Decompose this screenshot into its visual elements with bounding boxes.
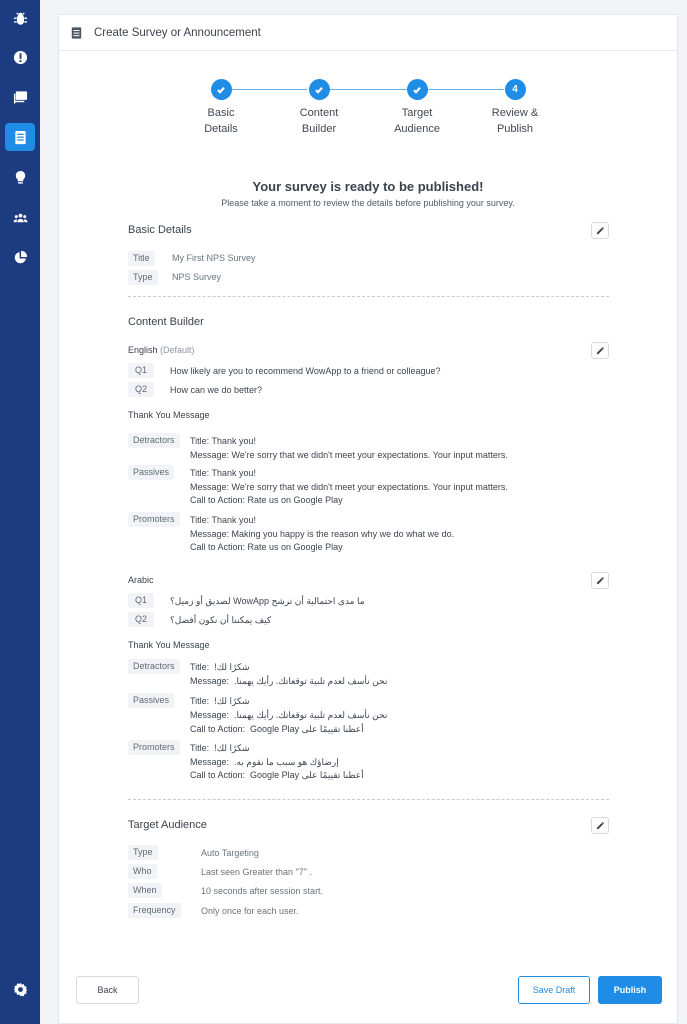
pie-chart-icon[interactable]	[5, 243, 35, 271]
message-line	[190, 696, 250, 707]
question-key: Q2	[128, 382, 154, 397]
detail-key: Type	[128, 270, 158, 285]
line-label: Message:	[190, 757, 230, 767]
page-title: Create Survey or Announcement	[94, 26, 261, 39]
audience-value: 10 seconds after session start.	[201, 886, 324, 896]
check-icon	[309, 79, 330, 100]
audience-value: Last seen Greater than "7" .	[201, 867, 312, 877]
pencil-icon	[596, 226, 605, 235]
line-label: Title:	[190, 743, 210, 753]
line-label: Message:	[190, 710, 230, 720]
publish-button[interactable]: Publish	[598, 976, 662, 1004]
message-line	[190, 724, 364, 735]
step-label: Review & Publish	[491, 107, 539, 135]
detail-value: My First NPS Survey	[172, 253, 256, 263]
survey-icon[interactable]	[5, 123, 35, 151]
message-line	[190, 676, 387, 687]
line-value: شكرًا لك!	[214, 696, 250, 706]
step-label: Basic Details	[204, 107, 238, 135]
segment-key: Detractors	[128, 433, 180, 448]
panel-header	[59, 15, 677, 51]
line-value: نحن نأسف لعدم تلبية توقعاتك. رأيك يهمنا.	[234, 710, 388, 720]
question-key: Q2	[128, 612, 154, 627]
segment-key: Detractors	[128, 659, 180, 674]
line-label: Call to Action:	[190, 724, 246, 734]
line-label: Title:	[190, 696, 210, 706]
target-audience-title: Target Audience	[128, 819, 207, 831]
survey-panel	[58, 14, 678, 1024]
review-heading: Your survey is ready to be published!	[252, 179, 484, 194]
thank-you-title: Thank You Message	[128, 640, 210, 650]
pencil-icon	[596, 346, 605, 355]
line-value: نحن نأسف لعدم تلبية توقعاتك. رأيك يهمنا.	[234, 676, 388, 686]
detail-key: Title	[128, 251, 155, 266]
users-icon[interactable]	[5, 203, 35, 231]
message-line	[190, 662, 250, 673]
section-divider	[128, 799, 609, 800]
segment-key: Passives	[128, 465, 174, 480]
audience-key: Who	[128, 864, 157, 879]
line-value: Google Play أعطنا تقييمًا على	[250, 724, 364, 734]
step-review-publish[interactable]	[475, 79, 555, 137]
content-builder-title: Content Builder	[128, 316, 204, 328]
question-text: How can we do better?	[170, 385, 263, 395]
edit-basic-details-button[interactable]	[591, 222, 609, 239]
default-note: (Default)	[160, 345, 195, 355]
segment-key: Promoters	[128, 512, 180, 527]
question-key: Q1	[128, 363, 154, 378]
line-value: Google Play أعطنا تقييمًا على	[250, 770, 364, 780]
question-key: Q1	[128, 593, 154, 608]
save-draft-button[interactable]: Save Draft	[518, 976, 590, 1004]
pencil-icon	[596, 821, 605, 830]
message-line	[190, 770, 364, 781]
line-value: شكرًا لك!	[214, 662, 250, 672]
step-label: Target Audience	[394, 107, 440, 135]
line-label: Call to Action:	[190, 770, 246, 780]
step-target-audience[interactable]	[377, 79, 457, 137]
audience-key: Type	[128, 845, 158, 860]
basic-details-title: Basic Details	[128, 224, 192, 236]
edit-arabic-content-button[interactable]	[591, 572, 609, 589]
segment-key: Promoters	[128, 740, 180, 755]
message-line: Message: We're sorry that we didn't meet your expectations. Your input matters.	[190, 450, 508, 460]
step-content-builder[interactable]	[279, 79, 359, 137]
message-line	[190, 757, 339, 768]
step-label: Content Builder	[299, 107, 339, 135]
language-english	[128, 345, 195, 355]
survey-icon	[71, 27, 82, 39]
message-line: Title: Thank you!	[190, 515, 257, 525]
check-icon	[407, 79, 428, 100]
message-line: Call to Action: Rate us on Google Play	[190, 495, 343, 505]
pencil-icon	[596, 576, 605, 585]
audience-value: Only once for each user.	[201, 906, 299, 916]
section-divider	[128, 296, 609, 297]
line-value: إرضاؤك هو سبب ما نقوم به.	[234, 757, 339, 767]
language-arabic: Arabic	[128, 575, 154, 585]
thank-you-title: Thank You Message	[128, 410, 210, 420]
step-basic-details[interactable]	[181, 79, 261, 137]
line-label: Message:	[190, 676, 230, 686]
detail-value: NPS Survey	[172, 272, 222, 282]
review-subheading: Please take a moment to review the details before publishing your survey.	[221, 198, 515, 208]
message-line: Message: We're sorry that we didn't meet your expectations. Your input matters.	[190, 482, 508, 492]
segment-key: Passives	[128, 693, 174, 708]
language-label: English	[128, 345, 158, 355]
back-button[interactable]: Back	[76, 976, 139, 1004]
message-line	[190, 743, 250, 754]
line-label: Title:	[190, 662, 210, 672]
step-number: 4	[505, 79, 526, 100]
chat-icon[interactable]	[5, 83, 35, 111]
gear-icon[interactable]	[5, 975, 35, 1003]
sidebar	[0, 0, 40, 1024]
audience-value: Auto Targeting	[201, 848, 259, 858]
edit-target-audience-button[interactable]	[591, 817, 609, 834]
question-text: ما مدى احتمالية أن ترشح WowApp لصديق أو زميل؟	[170, 596, 365, 606]
message-line	[190, 710, 387, 721]
question-text: How likely are you to recommend WowApp to a friend or colleague?	[170, 366, 441, 376]
line-value: شكرًا لك!	[214, 743, 250, 753]
question-text: كيف يمكننا أن نكون أفضل؟	[170, 615, 272, 625]
lightbulb-icon[interactable]	[5, 163, 35, 191]
message-line: Call to Action: Rate us on Google Play	[190, 542, 343, 552]
message-line: Title: Thank you!	[190, 436, 257, 446]
check-icon	[211, 79, 232, 100]
bug-icon[interactable]	[5, 4, 35, 32]
audience-key: When	[128, 883, 162, 898]
message-line: Title: Thank you!	[190, 468, 257, 478]
message-line: Message: Making you happy is the reason why we do what we do.	[190, 529, 455, 539]
audience-key: Frequency	[128, 903, 181, 918]
alert-icon[interactable]	[5, 43, 35, 71]
edit-english-content-button[interactable]	[591, 342, 609, 359]
